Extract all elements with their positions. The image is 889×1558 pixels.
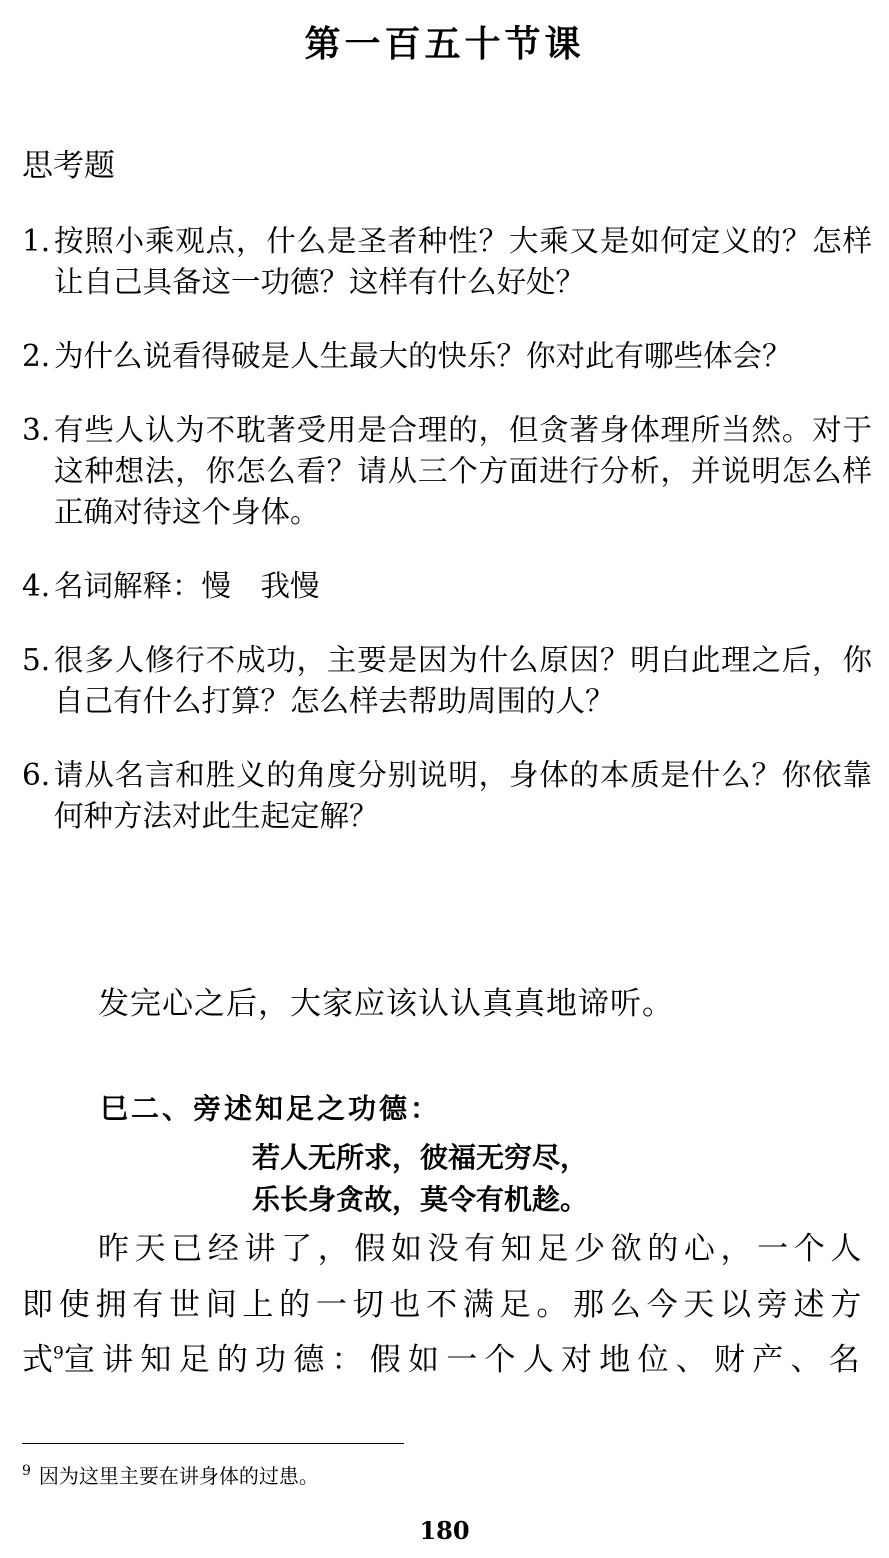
verse-line: 若人无所求，彼福无穷尽， [252,1142,589,1173]
body-text-line [98,1227,867,1271]
footnote-divider [22,1443,404,1444]
question-text: 名词解释：慢 我慢 [54,569,320,603]
footnote-text: 因为这里主要在讲身体的过患。 [38,1464,319,1488]
body-text-line [22,1283,867,1327]
question-item [22,336,872,377]
question-text: 有些人认为不耽著受用是合理的，但贪著身体理所当然。对于这种想法，你怎么看？请从三个方面进行分析，并说明怎么样正确对待这个身体。 [54,413,872,529]
question-item [22,410,872,533]
question-list [22,221,872,870]
question-number: 4. [22,569,51,603]
question-item [22,640,872,722]
verse-line: 乐长身贪故，莫令有机趁。 [252,1184,589,1215]
page-number: 180 [419,1516,470,1545]
question-text: 很多人修行不成功，主要是因为什么原因？明白此理之后，你自己有什么打算？怎么样去帮助周围的人？ [54,643,872,718]
body-text: 昨天已经讲了，假如没有知足少欲的心，一个人 [98,1231,867,1267]
footnote [22,1462,319,1490]
question-item [22,755,872,837]
footnote-number: 9 [22,1463,31,1480]
question-item [22,566,872,607]
opening-paragraph: 发完心之后，大家应该认认真真地谛听。 [98,986,674,1022]
question-text: 按照小乘观点，什么是圣者种性？大乘又是如何定义的？怎样让自己具备这一功德？这样有什么好处？ [54,224,872,299]
question-text: 请从名言和胜义的角度分别说明，身体的本质是什么？你依靠何种方法对此生起定解？ [54,758,872,833]
footnote-reference[interactable]: 9 [53,1343,64,1364]
body-text: 宣讲知足的功德：假如一个人对地位、财产、名 [63,1342,867,1378]
body-text-line [22,1338,867,1382]
section-heading: 巳二、旁述知足之功德： [100,1092,442,1125]
body-text: 式 [22,1342,53,1378]
lesson-title: 第一百五十节课 [304,23,585,65]
question-item [22,221,872,303]
questions-header: 思考题 [22,148,115,184]
question-number: 6. [22,758,51,792]
body-text: 即使拥有世间上的一切也不满足。那么今天以旁述方 [22,1287,867,1323]
question-number: 5. [22,643,51,677]
question-number: 3. [22,413,51,447]
question-number: 1. [22,224,51,258]
question-text: 为什么说看得破是人生最大的快乐？你对此有哪些体会？ [54,339,792,373]
question-number: 2. [22,339,51,373]
